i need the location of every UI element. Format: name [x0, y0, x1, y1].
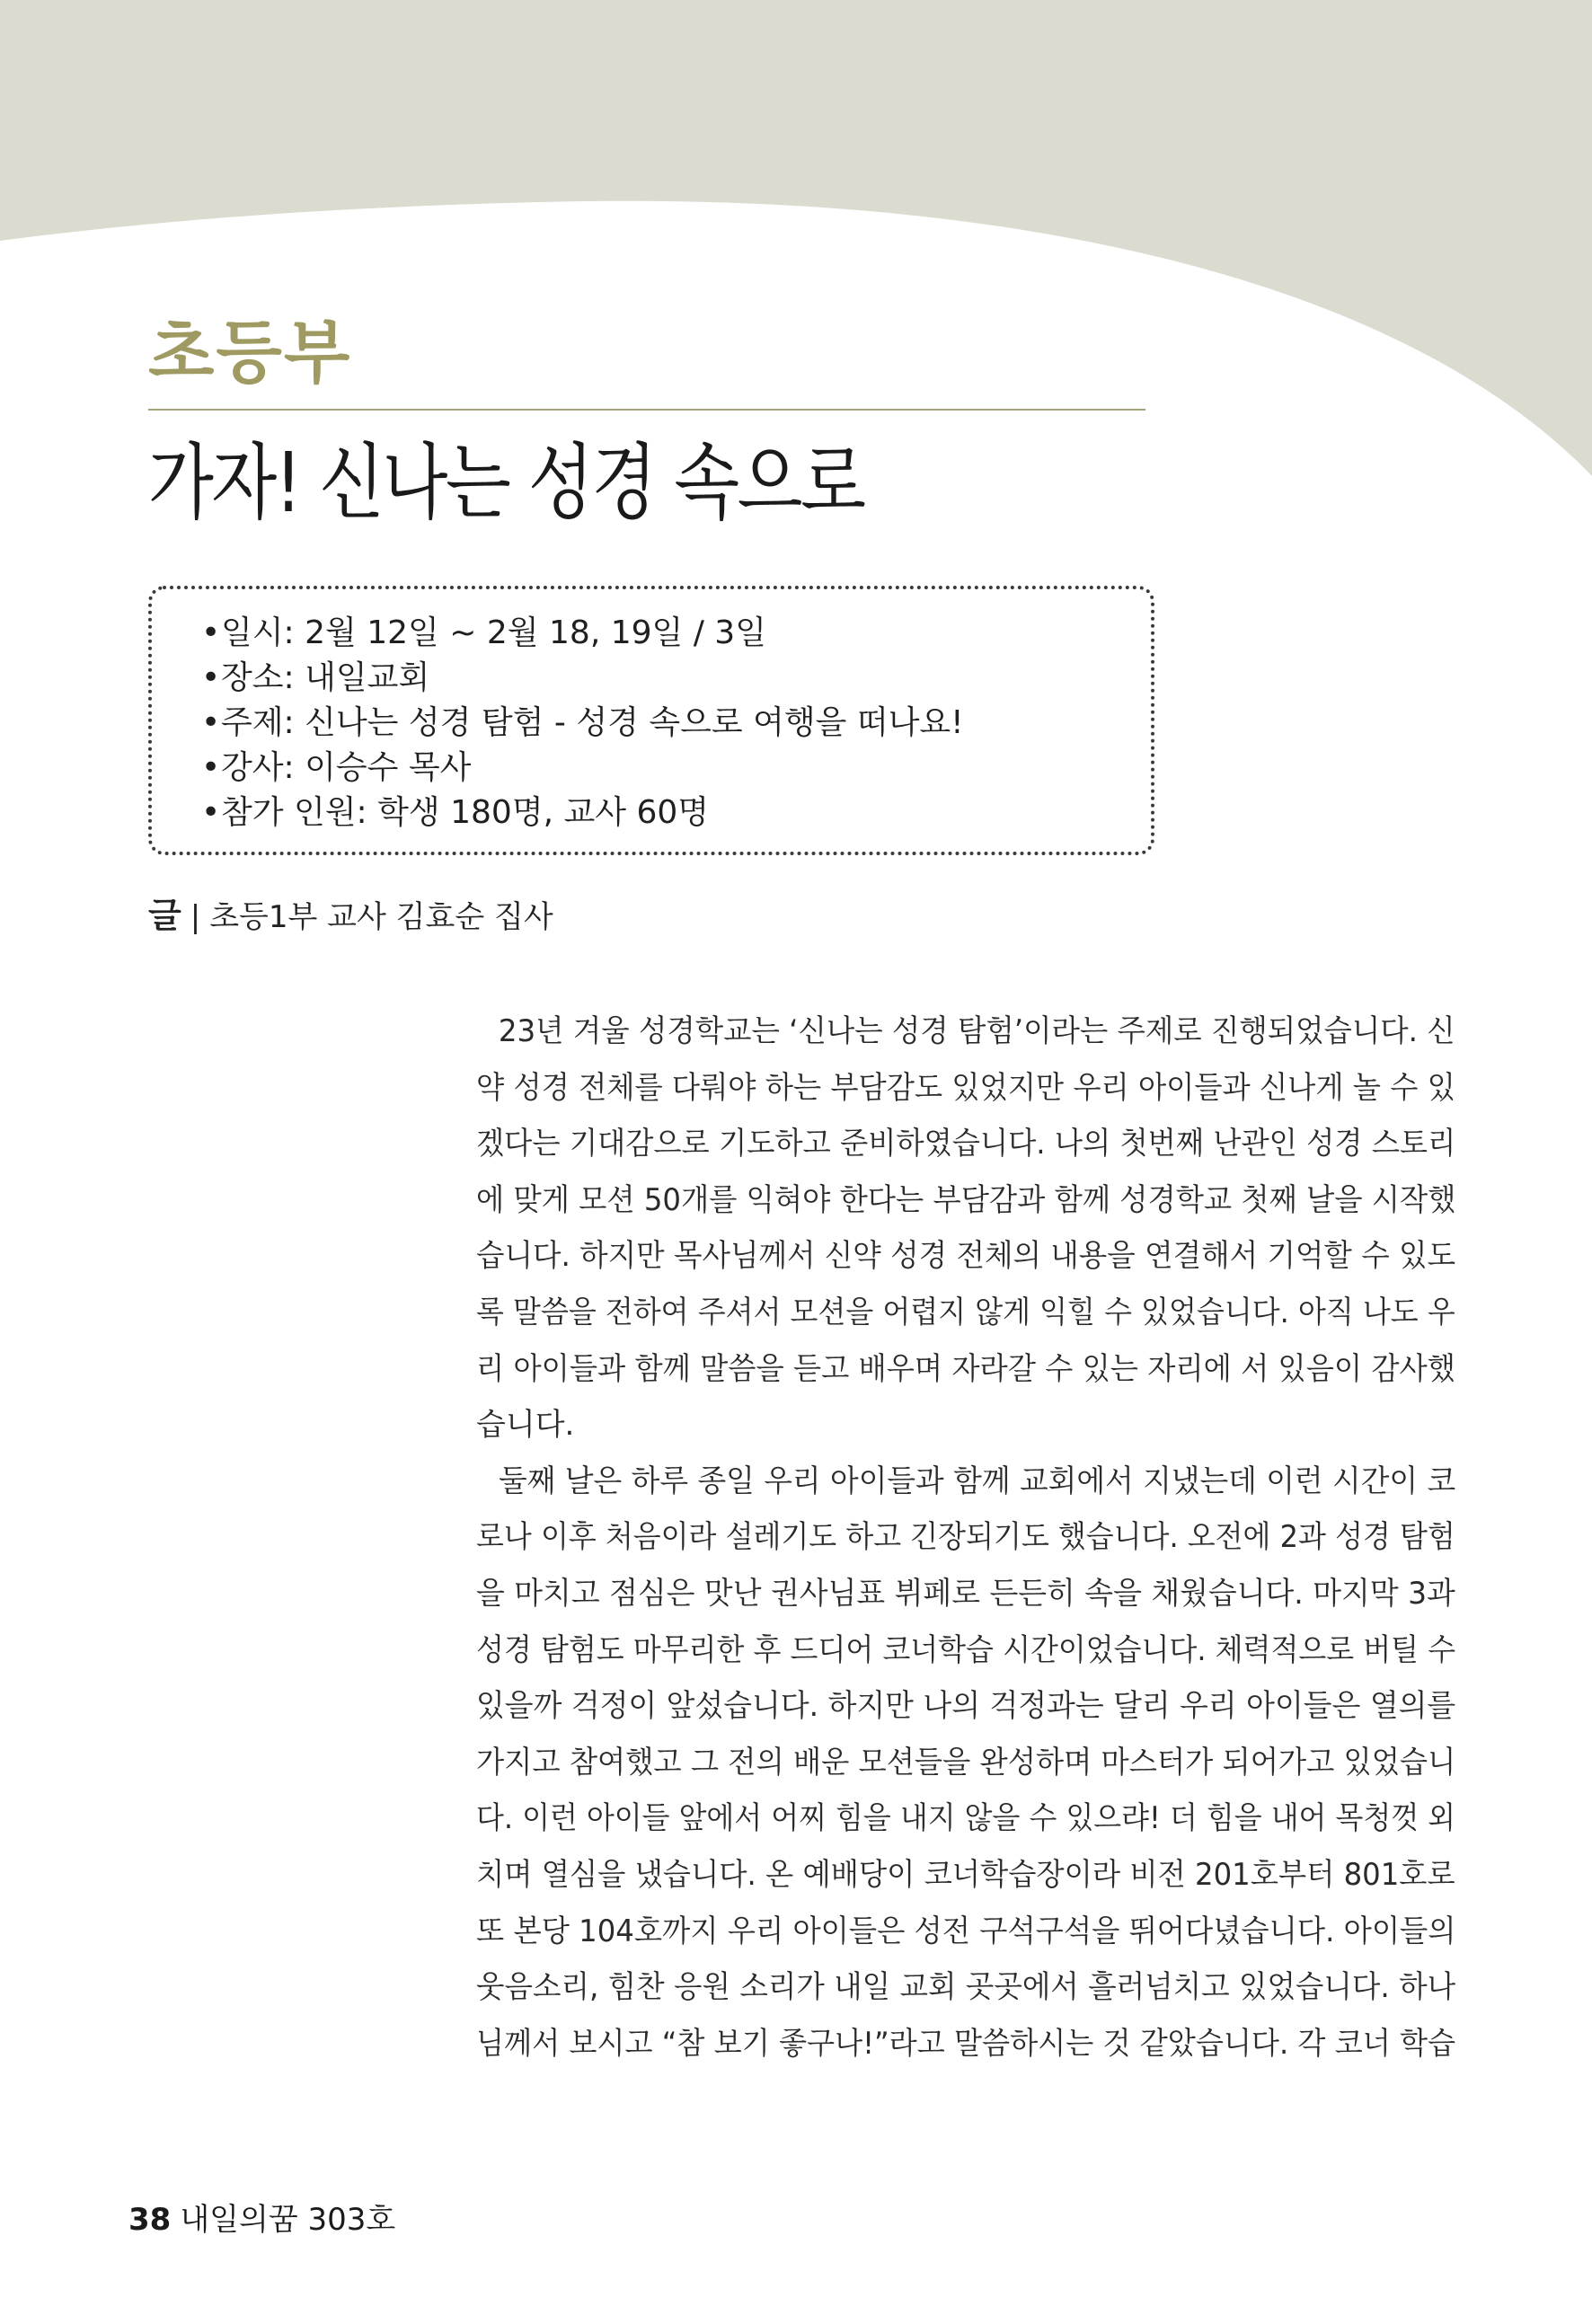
byline-author: 초등1부 교사 김효순 집사: [209, 899, 553, 935]
body-line: 치며 열심을 냈습니다. 온 예배당이 코너학습장이라 비전 201호부터 801호로: [476, 1856, 1455, 1893]
bullet: •: [201, 704, 221, 741]
info-item-text: 일시: 2월 12일 ~ 2월 18, 19일 / 3일: [221, 614, 766, 651]
info-item-place: [201, 656, 1151, 701]
body-line: 록 말씀을 전하여 주셔서 모션을 어렵지 않게 익힐 수 있었습니다. 아직 나도 우: [476, 1294, 1455, 1330]
header-background-band: [0, 0, 1592, 503]
info-item-speaker: [201, 746, 1151, 791]
article-body: [476, 1003, 1455, 2072]
author-byline: [148, 888, 553, 937]
body-line: 있을까 걱정이 앞섰습니다. 하지만 나의 걱정과는 달리 우리 아이들은 열의를: [476, 1688, 1456, 1725]
body-line: 겠다는 기대감으로 기도하고 준비하였습니다. 나의 첫번째 난관인 성경 스토리: [476, 1126, 1456, 1162]
info-item-text: 참가 인원: 학생 180명, 교사 60명: [221, 794, 710, 831]
section-label: 초등부: [148, 313, 352, 393]
info-item-date: [201, 611, 1151, 656]
body-line: 다. 이런 아이들 앞에서 어찌 힘을 내지 않을 수 있으랴! 더 힘을 내어 목청껏 외: [476, 1800, 1456, 1837]
info-item-text: 강사: 이승수 목사: [221, 749, 472, 786]
body-line: 에 맞게 모션 50개를 익혀야 한다는 부담감과 함께 성경학교 첫째 날을 시작했: [476, 1181, 1456, 1218]
body-line: 습니다. 하지만 목사님께서 신약 성경 전체의 내용을 연결해서 기억할 수 있도: [476, 1238, 1456, 1275]
body-line: 로나 이후 처음이라 설레기도 하고 긴장되기도 했습니다. 오전에 2과 성경 탐험: [476, 1519, 1455, 1556]
bullet: •: [201, 614, 221, 651]
body-line: 23년 겨울 성경학교는 ‘신나는 성경 탐험’이라는 주제로 진행되었습니다. 신: [498, 1013, 1455, 1049]
body-line: 리 아이들과 함께 말씀을 듣고 배우며 자라갈 수 있는 자리에 서 있음이 감사했: [476, 1350, 1455, 1387]
bullet: •: [201, 749, 221, 786]
body-line: 님께서 보시고 “참 보기 좋구나!”라고 말씀하시는 것 같았습니다. 각 코너 학습: [476, 2025, 1456, 2062]
page-title: 가자! 신나는 성경 속으로: [148, 435, 864, 531]
body-line: 을 마치고 점심은 맛난 권사님표 뷔페로 든든히 속을 채웠습니다. 마지막 3과: [476, 1575, 1455, 1612]
body-line: 둘째 날은 하루 종일 우리 아이들과 함께 교회에서 지냈는데 이런 시간이 코: [499, 1462, 1456, 1499]
byline-separator: |: [190, 899, 201, 935]
page-number: 38: [128, 2202, 172, 2238]
info-item-theme: [201, 701, 1151, 746]
info-item-text: 주제: 신나는 성경 탐험 - 성경 속으로 여행을 떠나요!: [221, 704, 964, 741]
event-info-list: [201, 611, 1151, 835]
bullet: •: [201, 794, 221, 831]
publication-name: 내일의꿈 303호: [180, 2202, 396, 2238]
info-item-attendance: [201, 791, 1151, 835]
info-item-text: 장소: 내일교회: [221, 659, 430, 696]
byline-label: 글: [148, 896, 181, 935]
body-line: 또 본당 104호까지 우리 아이들은 성전 구석구석을 뛰어다녔습니다. 아이들의: [476, 1913, 1456, 1949]
event-info-box: [148, 586, 1154, 855]
page-footer: [128, 2195, 395, 2239]
body-line: 성경 탐험도 마무리한 후 드디어 코너학습 시간이었습니다. 체력적으로 버틸 수: [476, 1631, 1456, 1668]
body-line: 가지고 참여했고 그 전의 배운 모션들을 완성하며 마스터가 되어가고 있었습니: [476, 1744, 1456, 1781]
bullet: •: [201, 659, 221, 696]
body-line: 약 성경 전체를 다뤄야 하는 부담감도 있었지만 우리 아이들과 신나게 놀 수 있: [476, 1069, 1455, 1106]
body-line: 습니다.: [476, 1407, 575, 1444]
body-line: 웃음소리, 힘찬 응원 소리가 내일 교회 곳곳에서 흘러넘치고 있었습니다. 하나: [476, 1969, 1456, 2006]
title-divider: [148, 409, 1145, 411]
